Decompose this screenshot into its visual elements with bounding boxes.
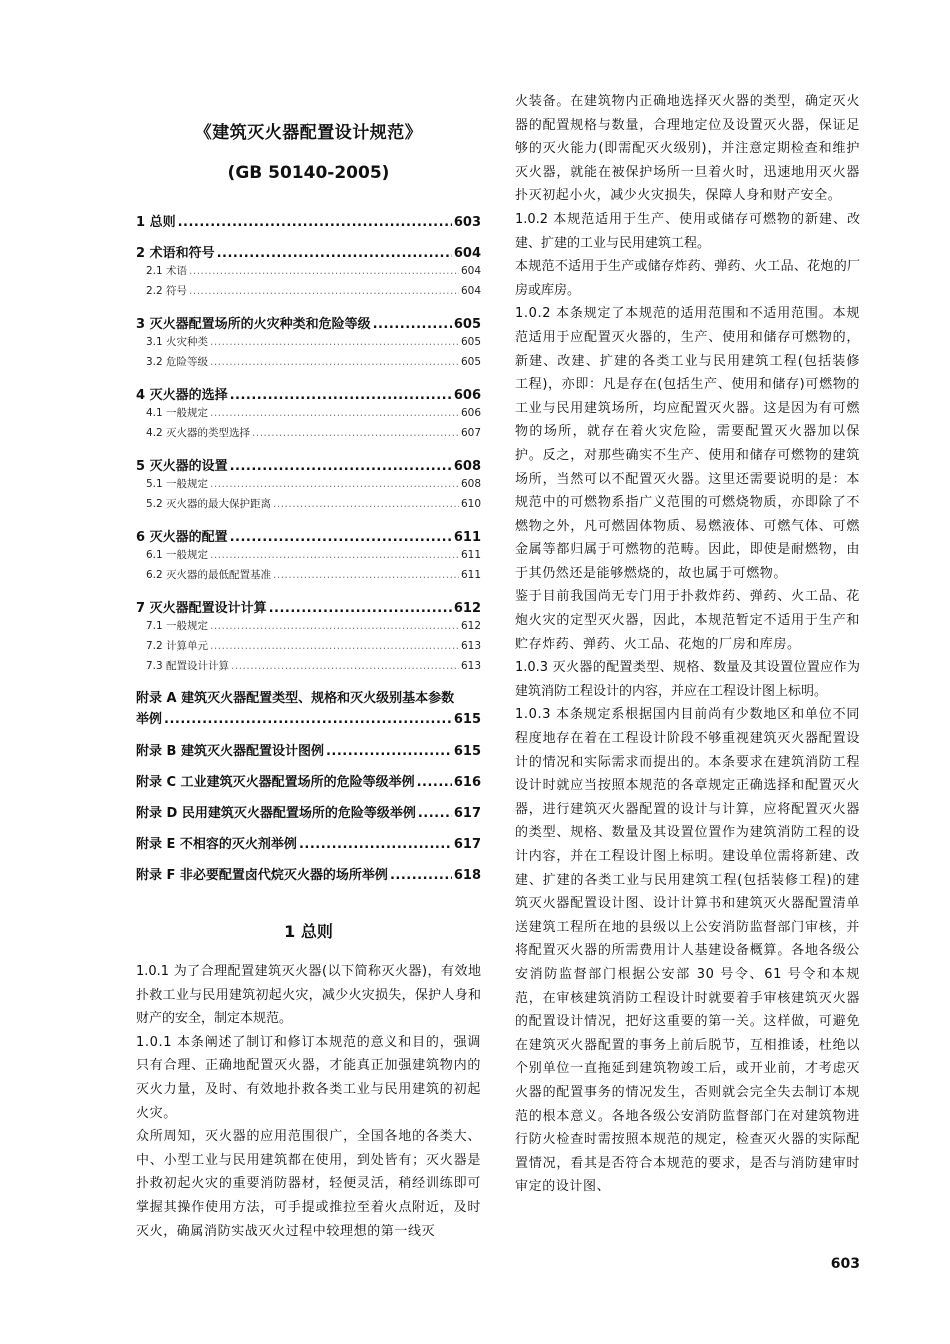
toc-section-7-2[interactable] bbox=[136, 638, 481, 658]
document-code: (GB 50140-2005) bbox=[227, 163, 390, 183]
toc-section-5-1[interactable] bbox=[136, 476, 481, 496]
toc-label: 4 灭火器的选择 bbox=[136, 388, 228, 403]
toc-page: 607 bbox=[460, 427, 481, 439]
toc-section-7-1[interactable] bbox=[136, 618, 481, 638]
article-1-0-2-exclusion: 本规范不适用于生产或储存炸药、弹药、火工品、花炮的厂房或库房。 bbox=[515, 259, 860, 298]
toc-label: 4.1 一般规定 bbox=[146, 407, 209, 419]
article-1-0-3: 1.0.3 灭火器的配置类型、规格、数量及其设置位置应作为建筑消防工程设计的内容，并应在工程设计图上标明。 bbox=[515, 660, 860, 699]
toc-appendix-f[interactable] bbox=[136, 864, 481, 885]
toc-section-4-2[interactable] bbox=[136, 425, 481, 445]
toc-page: 612 bbox=[453, 601, 481, 616]
toc-section-2-1[interactable] bbox=[136, 263, 481, 283]
toc-page: 617 bbox=[453, 806, 481, 821]
toc-section-3-2[interactable] bbox=[136, 354, 481, 374]
toc-chapter-1[interactable] bbox=[136, 211, 481, 232]
toc-chapter-3[interactable] bbox=[136, 313, 481, 334]
toc-label-continued: 举例 bbox=[136, 712, 163, 727]
toc-appendix-e[interactable] bbox=[136, 833, 481, 854]
toc-chapter-4[interactable] bbox=[136, 384, 481, 405]
toc-label: 3.2 危险等级 bbox=[146, 356, 209, 368]
toc-page: 617 bbox=[453, 837, 481, 852]
section-heading: 1 总则 bbox=[284, 922, 333, 941]
toc-page: 615 bbox=[453, 712, 481, 727]
commentary-paragraph: 鉴于目前我国尚无专门用于扑救炸药、弹药、火工品、花炮火灾的定型灭火器，因此，本规范暂定不适用于生产和贮存炸药、弹药、火工品、花炮的厂房和库房。 bbox=[515, 589, 860, 652]
toc-page: 606 bbox=[460, 407, 481, 419]
toc-section-5-2[interactable] bbox=[136, 496, 481, 516]
toc-section-6-2[interactable] bbox=[136, 567, 481, 587]
toc-section-3-1[interactable] bbox=[136, 334, 481, 354]
toc-chapter-7[interactable] bbox=[136, 597, 481, 618]
toc-appendix-a[interactable] bbox=[136, 688, 481, 730]
toc-chapter-6[interactable] bbox=[136, 526, 481, 547]
toc-chapter-5[interactable] bbox=[136, 455, 481, 476]
toc-page: 613 bbox=[460, 660, 481, 672]
toc-page: 608 bbox=[460, 478, 481, 490]
document-title: 《建筑灭火器配置设计规范》 bbox=[194, 123, 423, 143]
toc-label: 附录 D 民用建筑灭火器配置场所的危险等级举例 bbox=[136, 806, 416, 821]
toc-label: 2.1 术语 bbox=[146, 265, 188, 277]
toc-label: 7.3 配置设计计算 bbox=[146, 660, 230, 672]
toc-page: 604 bbox=[460, 285, 481, 297]
toc-page: 615 bbox=[453, 744, 481, 759]
toc-page: 605 bbox=[460, 336, 481, 348]
toc-label: 附录 F 非必要配置卤代烷灭火器的场所举例 bbox=[136, 868, 388, 883]
toc-label: 附录 E 不相容的灭火剂举例 bbox=[136, 837, 297, 852]
toc-page: 604 bbox=[453, 246, 481, 261]
toc-page: 613 bbox=[460, 640, 481, 652]
toc-appendix-c[interactable] bbox=[136, 771, 481, 792]
toc-label: 3.1 火灾种类 bbox=[146, 336, 209, 348]
toc-page: 611 bbox=[453, 530, 481, 545]
toc-label: 2.2 符号 bbox=[146, 285, 188, 297]
toc-section-2-2[interactable] bbox=[136, 283, 481, 303]
commentary-1-0-3: 1.0.3 本条规定系根据国内目前尚有少数地区和单位不同程度地存在着在工程设计阶段不够重视建筑灭火器配置设计的情况和实际需求而提出的。本条要求在建筑消防工程设计时就应当按照本规范的各章规定正确选择和配置灭火器，进行建筑灭火器配置的设计与计算，应将配置灭火器的类型、规格、数量及其设置位置作为建筑消防工程的设计内容，并在工程设计图上标明。建设单位需将新建、改建、扩建的各类工业与民用建筑工程(包括装修工程)的建筑灭火器配置设计图、设计计算书和建筑灭火器配置清单送建筑工程所在地的县级以上公安消防监督部门审核，并将配置灭火器的所需费用计人基建设备概算。各地各级公安消防监督部门根据公安部 30 号令、61 号令和本规范，在审核建筑消防工程设计时就要着手审核建筑灭火器的配置设计情况，把好这重要的第一关。这样做，可避免在建筑灭火器配置的事务上前后脱节，互相推诿，杜绝以个别单位一直拖延到建筑物竣工后，或开业前，才考虑灭火器的配置事务的情况发生，否则就会完全失去制订本规范的根本意义。各地各级公安消防监督部门在对建筑物进行防火检查时需按照本规范的规定，检查灭火器的实际配置情况，看其是否符合本规范的要求，是否与消防建审时审定的设计图、 bbox=[515, 707, 860, 1195]
toc-section-4-1[interactable] bbox=[136, 405, 481, 425]
toc-label: 6 灭火器的配置 bbox=[136, 530, 228, 545]
right-column bbox=[515, 90, 860, 1199]
commentary-1-0-1: 1.0.1 本条阐述了制订和修订本规范的意义和目的，强调只有合理、正确地配置灭火器，才能真正加强建筑物内的灭火力量，及时、有效地扑救各类工业与民用建筑的初起火灾。 bbox=[136, 1034, 481, 1121]
toc-label: 6.1 一般规定 bbox=[146, 549, 209, 561]
toc-label: 6.2 灭火器的最低配置基准 bbox=[146, 569, 272, 581]
toc-label: 3 灭火器配置场所的火灾种类和危险等级 bbox=[136, 317, 371, 332]
toc-label: 5.2 灭火器的最大保护距离 bbox=[146, 498, 272, 510]
toc-page: 611 bbox=[460, 569, 481, 581]
toc-label: 5 灭火器的设置 bbox=[136, 459, 228, 474]
toc-page: 612 bbox=[460, 620, 481, 632]
article-1-0-1: 1.0.1 为了合理配置建筑灭火器(以下简称灭火器)，有效地扑救工业与民用建筑初起火灾，减少火灾损失，保护人身和财产的安全，制定本规范。 bbox=[136, 964, 481, 1027]
toc-label: 5.1 一般规定 bbox=[146, 478, 209, 490]
toc-appendix-d[interactable] bbox=[136, 802, 481, 823]
toc-page: 604 bbox=[460, 265, 481, 277]
toc-label: 7.1 一般规定 bbox=[146, 620, 209, 632]
toc-label: 附录 A 建筑灭火器配置类型、规格和灭火级别基本参数 bbox=[136, 691, 455, 706]
page-number: 603 bbox=[830, 1256, 860, 1272]
toc-page: 608 bbox=[453, 459, 481, 474]
commentary-paragraph: 众所周知，灭火器的应用范围很广，全国各地的各类大、中、小型工业与民用建筑都在使用，到处皆有；灭火器是扑救初起火灾的重要消防器材，轻便灵活，稍经训练即可掌握其操作使用方法，可手提或推拉至着火点附近，及时灭火，确属消防实战灭火过程中较理想的第一线灭 bbox=[136, 1129, 481, 1239]
toc-section-7-3[interactable] bbox=[136, 658, 481, 678]
toc-chapter-2[interactable] bbox=[136, 242, 481, 263]
article-1-0-2: 1.0.2 本规范适用于生产、使用或储存可燃物的新建、改建、扩建的工业与民用建筑工程。 bbox=[515, 211, 860, 251]
toc-appendix-b[interactable] bbox=[136, 740, 481, 761]
table-of-contents bbox=[136, 211, 481, 885]
toc-page: 610 bbox=[460, 498, 481, 510]
toc-page: 603 bbox=[453, 215, 481, 230]
toc-label: 2 术语和符号 bbox=[136, 246, 215, 261]
toc-page: 618 bbox=[453, 868, 481, 883]
toc-label: 7.2 计算单元 bbox=[146, 640, 209, 652]
commentary-continued: 火装备。在建筑物内正确地选择灭火器的类型，确定灭火器的配置规格与数量，合理地定位及设置灭火器，保证足够的灭火能力(即需配灭火级别)，并注意定期检查和维护灭火器，就能在被保护场所一旦着火时，迅速地用灭火器扑灭初起小火，减少火灾损失，保障人身和财产安全。 bbox=[515, 94, 860, 204]
commentary-1-0-2: 1.0.2 本条规定了本规范的适用范围和不适用范围。本规范适用于应配置灭火器的，生产、使用和储存可燃物的，新建、改建、扩建的各类工业与民用建筑工程(包括装修工程)，亦即：凡是存在(包括生产、使用和储存)可燃物的工业与民用建筑场所，均应配置灭火器。这是因为有可燃物的场所，就存在着火灾危险，需要配置灭火器加以保护。反之，对那些确实不生产、使用和储存可燃物的建筑场所，当然可以不配置灭火器。这里还需要说明的是：本规范中的可燃物系指广义范围的可燃烧物质，亦即除了不燃物之外，凡可燃固体物质、易燃液体、可燃气体、可燃金属等都归属于可燃物的范畴。因此，即使是耐燃物，由于其仍然还是能够燃烧的，故也属于可燃物。 bbox=[515, 306, 860, 581]
toc-section-6-1[interactable] bbox=[136, 547, 481, 567]
toc-page: 605 bbox=[453, 317, 481, 332]
toc-label: 1 总则 bbox=[136, 215, 176, 230]
toc-label: 附录 B 建筑灭火器配置设计图例 bbox=[136, 744, 324, 759]
toc-page: 606 bbox=[453, 388, 481, 403]
toc-page: 611 bbox=[460, 549, 481, 561]
toc-label: 附录 C 工业建筑灭火器配置场所的危险等级举例 bbox=[136, 775, 415, 790]
toc-page: 616 bbox=[453, 775, 481, 790]
toc-page: 605 bbox=[460, 356, 481, 368]
toc-label: 4.2 灭火器的类型选择 bbox=[146, 427, 251, 439]
left-column bbox=[136, 118, 481, 1243]
toc-label: 7 灭火器配置设计计算 bbox=[136, 601, 267, 616]
